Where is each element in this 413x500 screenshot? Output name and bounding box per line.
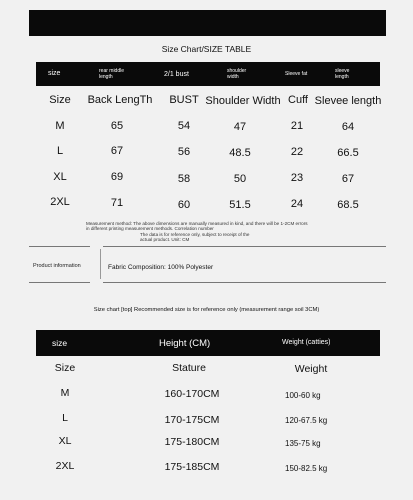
fabric-composition: Fabric Composition: 100% Polyester: [108, 264, 214, 271]
size-table-header: [36, 62, 380, 86]
table-cell: 2XL: [50, 196, 70, 208]
column-header: Weight: [294, 363, 328, 375]
table-cell: L: [62, 412, 68, 424]
note-line: Measurement method: The above dimensions are manually measured in kind, and there will be 1-2CM errors: [86, 221, 308, 226]
table-cell: 66.5: [337, 147, 359, 159]
measurement-note: [86, 221, 308, 243]
column-header: Stature: [172, 362, 206, 374]
table-cell: 23: [290, 172, 304, 184]
header-sleeve-fat: Sleeve fat: [285, 71, 308, 77]
column-header: Shoulder Width: [205, 95, 281, 107]
table-cell: 160-170CM: [164, 388, 220, 400]
divider: [103, 246, 386, 247]
table-cell: 24: [290, 198, 304, 210]
table-cell: 21: [290, 120, 304, 132]
table-cell: 48.5: [229, 147, 251, 159]
table-cell: 170-175CM: [164, 414, 220, 426]
table-cell: 64: [341, 121, 355, 133]
header2-height: Height (CM): [159, 338, 211, 349]
divider: [29, 246, 90, 247]
table-cell: L: [56, 145, 64, 157]
table-cell: 67: [110, 145, 124, 157]
header-sleeve-length: sleeve length: [335, 68, 350, 80]
header2-size: size: [52, 338, 68, 348]
column-header: BUST: [169, 94, 199, 106]
table-cell: 150-82.5 kg: [285, 464, 328, 473]
table-cell: XL: [58, 435, 72, 447]
table-cell: 47: [233, 121, 247, 133]
table-cell: 69: [110, 171, 124, 183]
table-cell: 175-180CM: [164, 436, 220, 448]
table-cell: 135-75 kg: [285, 439, 321, 448]
table-cell: 2XL: [55, 460, 75, 472]
height-table-header: [36, 330, 380, 356]
table-cell: M: [55, 120, 65, 132]
table-cell: M: [60, 387, 70, 399]
divider: [103, 282, 386, 283]
table-cell: 67: [341, 173, 355, 185]
header-bust: 2/1 bust: [164, 71, 189, 78]
table-cell: 100-60 kg: [285, 391, 321, 400]
table-cell: 50: [233, 173, 247, 185]
header-shoulder: shoulder width: [227, 68, 247, 80]
table-cell: 175-185CM: [164, 461, 220, 473]
table-cell: 120-67.5 kg: [285, 416, 328, 425]
table-cell: 58: [177, 173, 191, 185]
table-cell: XL: [53, 171, 67, 183]
table-cell: 65: [110, 120, 124, 132]
note-line: in different printing measurement methods. Correlation number: [86, 226, 214, 232]
table-cell: 51.5: [229, 199, 251, 211]
column-header: Slevee length: [314, 95, 382, 107]
vertical-divider: [100, 249, 101, 279]
header-size: size: [48, 70, 61, 77]
table-cell: 56: [177, 146, 191, 158]
header2-weight: Weight (catties): [282, 339, 331, 346]
column-header: Cuff: [288, 94, 308, 106]
divider: [29, 282, 90, 283]
table-cell: 54: [177, 120, 191, 132]
table-cell: 22: [290, 146, 304, 158]
top-banner: [29, 10, 386, 36]
column-header: Size: [49, 94, 71, 106]
note-line: actual product. Unit: CM: [140, 237, 190, 243]
table-cell: 68.5: [337, 199, 359, 211]
header-length: rear middle length: [99, 68, 125, 80]
recommendation-text: Size chart [top] Recommended size is for reference only (measurement range soil 3CM): [93, 307, 320, 313]
table-cell: 60: [177, 199, 191, 211]
table-cell: 71: [110, 197, 124, 209]
note-line: The data is for reference only, subject to receipt of the: [140, 231, 250, 237]
product-information-label: Product information: [33, 263, 81, 269]
column-header: Back LengTh: [87, 94, 153, 106]
column-header: Size: [54, 362, 76, 374]
size-table-title: Size Chart/SIZE TABLE: [161, 44, 252, 54]
